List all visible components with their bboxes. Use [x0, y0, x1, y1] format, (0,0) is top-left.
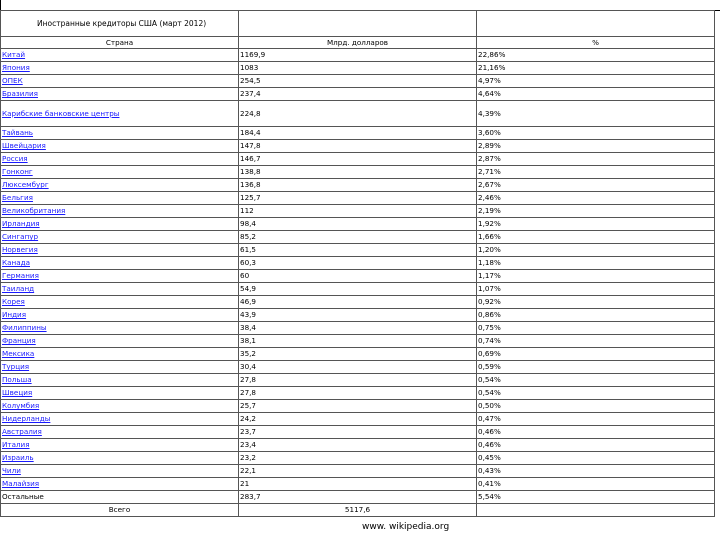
percent-cell: 4,97% [477, 75, 715, 88]
country-cell[interactable] [1, 439, 239, 452]
amount-cell: 136,8 [239, 179, 477, 192]
country-cell[interactable] [1, 205, 239, 218]
country-cell[interactable] [1, 452, 239, 465]
creditors-table-body [1, 11, 715, 517]
percent-cell: 0,92% [477, 296, 715, 309]
percent-cell: 5,54% [477, 491, 715, 504]
percent-cell: 1,07% [477, 283, 715, 296]
country-link[interactable]: Франция [2, 336, 36, 346]
amount-cell: 38,4 [239, 322, 477, 335]
percent-cell: 0,41% [477, 478, 715, 491]
table-row [1, 244, 715, 257]
table-row [1, 361, 715, 374]
country-link[interactable]: Гонконг [2, 167, 33, 177]
country-cell[interactable] [1, 231, 239, 244]
amount-cell: 22,1 [239, 465, 477, 478]
total-amount: 5117,6 [239, 504, 477, 517]
percent-cell: 0,45% [477, 452, 715, 465]
country-link[interactable]: Австралия [2, 427, 42, 437]
amount-cell: 35,2 [239, 348, 477, 361]
country-link[interactable]: Турция [2, 362, 30, 372]
country-link[interactable]: Колумбия [2, 401, 40, 411]
amount-cell: 224,8 [239, 101, 477, 127]
country-link[interactable]: Филиппины [2, 323, 47, 333]
country-link[interactable]: Италия [2, 440, 30, 450]
country-cell[interactable] [1, 322, 239, 335]
country-label: Остальные [2, 492, 44, 502]
table-row [1, 374, 715, 387]
country-link[interactable]: Чили [2, 466, 21, 476]
country-cell[interactable] [1, 192, 239, 205]
country-link[interactable]: Мексика [2, 349, 35, 359]
country-cell[interactable] [1, 400, 239, 413]
percent-cell: 21,16% [477, 62, 715, 75]
country-cell[interactable] [1, 179, 239, 192]
country-cell[interactable] [1, 101, 239, 127]
country-link[interactable]: Россия [2, 154, 28, 164]
percent-cell: 0,47% [477, 413, 715, 426]
table-row [1, 75, 715, 88]
percent-cell: 0,69% [477, 348, 715, 361]
amount-cell: 1083 [239, 62, 477, 75]
country-cell[interactable] [1, 361, 239, 374]
percent-cell: 1,66% [477, 231, 715, 244]
table-row [1, 465, 715, 478]
table-row [1, 296, 715, 309]
table-row [1, 426, 715, 439]
amount-cell: 38,1 [239, 335, 477, 348]
table-row [1, 231, 715, 244]
country-cell[interactable] [1, 140, 239, 153]
amount-cell: 46,9 [239, 296, 477, 309]
amount-cell: 30,4 [239, 361, 477, 374]
amount-cell: 237,4 [239, 88, 477, 101]
country-link[interactable]: Тайвань [2, 128, 34, 138]
country-link[interactable]: ОПЕК [2, 76, 23, 86]
country-link[interactable]: Люксембург [2, 180, 49, 190]
country-link[interactable]: Германия [2, 271, 39, 281]
country-link[interactable]: Польша [2, 375, 32, 385]
table-row [1, 153, 715, 166]
table-row [1, 335, 715, 348]
creditors-table [0, 10, 715, 517]
table-row [1, 127, 715, 140]
amount-cell: 254,5 [239, 75, 477, 88]
amount-cell: 283,7 [239, 491, 477, 504]
percent-cell: 4,39% [477, 101, 715, 127]
amount-cell: 23,2 [239, 452, 477, 465]
amount-cell: 85,2 [239, 231, 477, 244]
watermark-text: www. wikipedia.org [362, 522, 450, 532]
percent-cell: 0,74% [477, 335, 715, 348]
country-cell[interactable] [1, 348, 239, 361]
table-row [1, 62, 715, 75]
amount-cell: 98,4 [239, 218, 477, 231]
table-title: Иностранные кредиторы США (март 2012) [1, 11, 239, 37]
table-row [1, 283, 715, 296]
percent-cell: 0,43% [477, 465, 715, 478]
table-row [1, 452, 715, 465]
percent-cell: 2,46% [477, 192, 715, 205]
country-link[interactable]: Норвегия [2, 245, 38, 255]
table-row [1, 101, 715, 127]
country-link[interactable]: Израиль [2, 453, 34, 463]
header-percent: % [477, 37, 715, 49]
percent-cell: 4,64% [477, 88, 715, 101]
country-cell[interactable] [1, 166, 239, 179]
country-link[interactable]: Бразилия [2, 89, 38, 99]
table-row [1, 439, 715, 452]
country-cell[interactable] [1, 296, 239, 309]
country-cell[interactable] [1, 426, 239, 439]
country-cell[interactable] [1, 283, 239, 296]
percent-cell: 2,67% [477, 179, 715, 192]
amount-cell: 27,8 [239, 387, 477, 400]
table-row [1, 192, 715, 205]
sheet-corner-line [0, 0, 1, 10]
table-row [1, 218, 715, 231]
percent-cell: 2,89% [477, 140, 715, 153]
total-blank-cell [477, 504, 715, 517]
percent-cell: 2,19% [477, 205, 715, 218]
title-row [1, 11, 715, 37]
country-link[interactable]: Канада [2, 258, 30, 268]
table-row [1, 413, 715, 426]
amount-cell: 25,7 [239, 400, 477, 413]
table-row [1, 88, 715, 101]
country-cell[interactable] [1, 270, 239, 283]
table-row [1, 322, 715, 335]
country-cell[interactable] [1, 465, 239, 478]
percent-cell: 2,71% [477, 166, 715, 179]
country-cell [1, 491, 239, 504]
percent-cell: 0,46% [477, 426, 715, 439]
country-link[interactable]: Нидерланды [2, 414, 51, 424]
header-country: Страна [1, 37, 239, 49]
country-cell[interactable] [1, 88, 239, 101]
amount-cell: 60,3 [239, 257, 477, 270]
title-blank-cell [477, 11, 715, 37]
header-amount: Млрд. долларов [239, 37, 477, 49]
country-cell[interactable] [1, 309, 239, 322]
total-row [1, 504, 715, 517]
amount-cell: 43,9 [239, 309, 477, 322]
percent-cell: 0,54% [477, 387, 715, 400]
table-row [1, 491, 715, 504]
country-link[interactable]: Карибские банковские центры [2, 108, 120, 118]
title-blank-cell [239, 11, 477, 37]
percent-cell: 22,86% [477, 49, 715, 62]
amount-cell: 23,7 [239, 426, 477, 439]
percent-cell: 0,59% [477, 361, 715, 374]
country-cell[interactable] [1, 374, 239, 387]
percent-cell: 0,54% [477, 374, 715, 387]
table-row [1, 478, 715, 491]
country-link[interactable]: Малайзия [2, 479, 40, 489]
percent-cell: 0,50% [477, 400, 715, 413]
amount-cell: 112 [239, 205, 477, 218]
country-cell[interactable] [1, 413, 239, 426]
country-cell[interactable] [1, 257, 239, 270]
table-row [1, 387, 715, 400]
amount-cell: 23,4 [239, 439, 477, 452]
percent-cell: 1,18% [477, 257, 715, 270]
table-row [1, 270, 715, 283]
country-cell[interactable] [1, 244, 239, 257]
amount-cell: 21 [239, 478, 477, 491]
amount-cell: 60 [239, 270, 477, 283]
country-cell[interactable] [1, 478, 239, 491]
amount-cell: 146,7 [239, 153, 477, 166]
table-row [1, 309, 715, 322]
country-link[interactable]: Китай [2, 50, 26, 60]
country-link[interactable]: Сингапур [2, 232, 39, 242]
total-label: Всего [1, 504, 239, 517]
amount-cell: 54,9 [239, 283, 477, 296]
header-row [1, 37, 715, 49]
country-cell[interactable] [1, 49, 239, 62]
amount-cell: 61,5 [239, 244, 477, 257]
country-cell[interactable] [1, 153, 239, 166]
table-row [1, 179, 715, 192]
percent-cell: 1,17% [477, 270, 715, 283]
table-row [1, 49, 715, 62]
country-link[interactable]: Таиланд [2, 284, 35, 294]
amount-cell: 24,2 [239, 413, 477, 426]
amount-cell: 147,8 [239, 140, 477, 153]
country-cell[interactable] [1, 127, 239, 140]
percent-cell: 2,87% [477, 153, 715, 166]
table-row [1, 140, 715, 153]
percent-cell: 0,46% [477, 439, 715, 452]
table-row [1, 348, 715, 361]
country-link[interactable]: Корея [2, 297, 25, 307]
country-link[interactable]: Ирландия [2, 219, 40, 229]
country-link[interactable]: Великобритания [2, 206, 66, 216]
amount-cell: 1169,9 [239, 49, 477, 62]
country-cell[interactable] [1, 387, 239, 400]
country-link[interactable]: Япония [2, 63, 30, 73]
percent-cell: 3,60% [477, 127, 715, 140]
country-cell[interactable] [1, 335, 239, 348]
country-link[interactable]: Индия [2, 310, 27, 320]
amount-cell: 138,8 [239, 166, 477, 179]
percent-cell: 1,20% [477, 244, 715, 257]
country-link[interactable]: Швеция [2, 388, 33, 398]
amount-cell: 27,8 [239, 374, 477, 387]
country-cell[interactable] [1, 62, 239, 75]
table-row [1, 166, 715, 179]
country-link[interactable]: Бельгия [2, 193, 33, 203]
country-cell[interactable] [1, 218, 239, 231]
country-link[interactable]: Швейцария [2, 141, 46, 151]
table-row [1, 205, 715, 218]
country-cell[interactable] [1, 75, 239, 88]
percent-cell: 0,86% [477, 309, 715, 322]
table-row [1, 257, 715, 270]
table-row [1, 400, 715, 413]
amount-cell: 125,7 [239, 192, 477, 205]
percent-cell: 1,92% [477, 218, 715, 231]
amount-cell: 184,4 [239, 127, 477, 140]
percent-cell: 0,75% [477, 322, 715, 335]
